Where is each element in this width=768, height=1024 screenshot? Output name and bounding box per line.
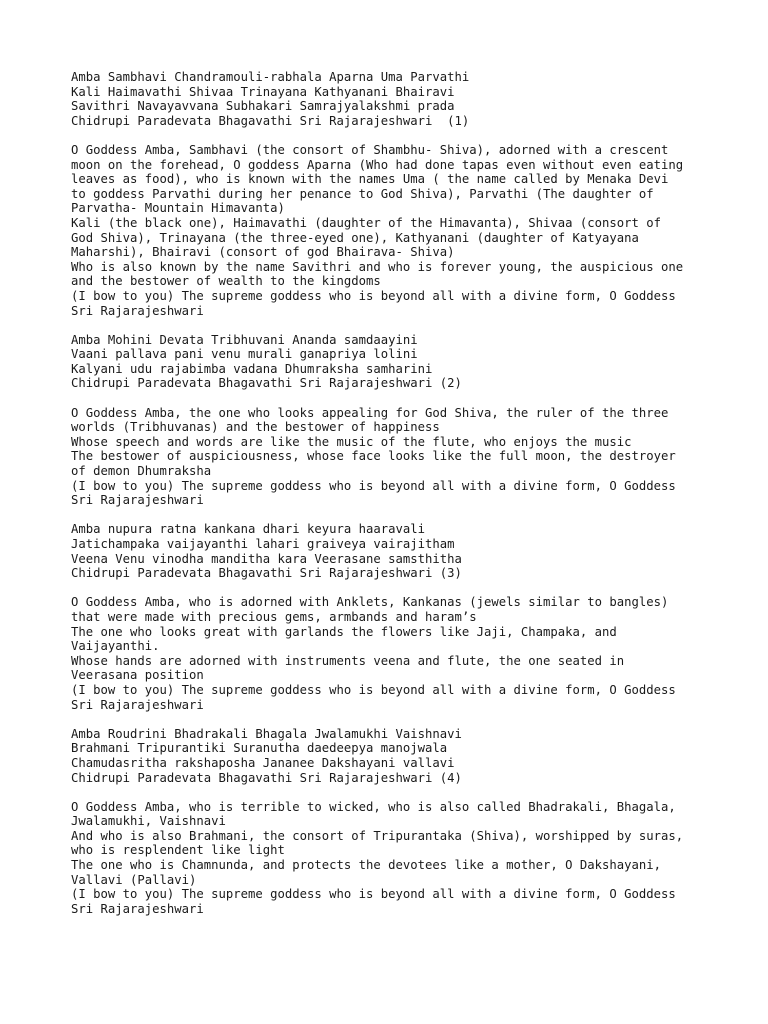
meaning-line: of demon Dhumraksha bbox=[71, 464, 212, 479]
meaning-line: Vallavi (Pallavi) bbox=[71, 872, 197, 887]
verse-line: Chidrupi Paradevata Bhagavathi Sri Rajarajeshwari (4) bbox=[71, 770, 462, 785]
verse-line: Savithri Navayavvana Subhakari Samrajyalakshmi prada bbox=[71, 99, 455, 114]
verse-line: Chamudasritha rakshaposha Jananee Dakshayani vallavi bbox=[71, 755, 455, 770]
meaning-line: Sri Rajarajeshwari bbox=[71, 303, 204, 318]
verse-line: Chidrupi Paradevata Bhagavathi Sri Rajarajeshwari (3) bbox=[71, 566, 462, 581]
meaning-line: Parvatha- Mountain Himavanta) bbox=[71, 201, 285, 216]
meaning-line: O Goddess Amba, the one who looks appealing for God Shiva, the ruler of the three bbox=[71, 405, 669, 420]
verse-line: Chidrupi Paradevata Bhagavathi Sri Rajarajeshwari (1) bbox=[71, 113, 470, 128]
verse-line: Chidrupi Paradevata Bhagavathi Sri Rajarajeshwari (2) bbox=[71, 376, 462, 391]
meaning-line: The one who is Chamnunda, and protects the devotees like a mother, O Dakshayani, bbox=[71, 858, 662, 873]
meaning-line: Who is also known by the name Savithri and who is forever young, the auspicious one bbox=[71, 259, 684, 274]
meaning-line: O Goddess Amba, who is adorned with Anklets, Kankanas (jewels similar to bangles) bbox=[71, 595, 669, 610]
verse-line: Amba Mohini Devata Tribhuvani Ananda samdaayini bbox=[71, 332, 418, 347]
verse-line: Amba nupura ratna kankana dhari keyura haaravali bbox=[71, 522, 426, 537]
verse-block bbox=[71, 70, 701, 128]
meaning-line: worlds (Tribhuvanas) and the bestower of happiness bbox=[71, 420, 440, 435]
verse-line: Vaani pallava pani venu murali ganapriya lolini bbox=[71, 347, 418, 362]
meaning-line: Sri Rajarajeshwari bbox=[71, 901, 204, 916]
meaning-line: (I bow to you) The supreme goddess who is beyond all with a divine form, O Goddess bbox=[71, 682, 676, 697]
meaning-line: Whose hands are adorned with instruments veena and flute, the one seated in bbox=[71, 653, 625, 668]
meaning-line: Kali (the black one), Haimavathi (daughter of the Himavanta), Shivaa (consort of bbox=[71, 215, 662, 230]
verse-line: Kali Haimavathi Shivaa Trinayana Kathyanani Bhairavi bbox=[71, 84, 455, 99]
meaning-line: Sri Rajarajeshwari bbox=[71, 493, 204, 508]
meaning-line: Veerasana position bbox=[71, 668, 204, 683]
meaning-line: The one who looks great with garlands the flowers like Jaji, Champaka, and bbox=[71, 624, 617, 639]
verse-line: Amba Sambhavi Chandramouli-rabhala Aparna Uma Parvathi bbox=[71, 70, 470, 84]
verse-line: Brahmani Tripurantiki Suranutha daedeepya manojwala bbox=[71, 741, 448, 756]
verse-line: Amba Roudrini Bhadrakali Bhagala Jwalamukhi Vaishnavi bbox=[71, 726, 462, 741]
meaning-line: who is resplendent like light bbox=[71, 843, 285, 858]
meaning-line: Jwalamukhi, Vaishnavi bbox=[71, 814, 226, 829]
meaning-block bbox=[71, 800, 701, 917]
verse-line: Veena Venu vinodha manditha kara Veerasane samsthitha bbox=[71, 551, 462, 566]
verse-block bbox=[71, 727, 701, 785]
document-body bbox=[71, 70, 701, 931]
meaning-line: And who is also Brahmani, the consort of Tripurantaka (Shiva), worshipped by suras, bbox=[71, 828, 684, 843]
meaning-block bbox=[71, 595, 701, 712]
meaning-line: Whose speech and words are like the music of the flute, who enjoys the music bbox=[71, 434, 632, 449]
meaning-line: (I bow to you) The supreme goddess who is beyond all with a divine form, O Goddess bbox=[71, 288, 676, 303]
meaning-block bbox=[71, 143, 701, 318]
verse-block bbox=[71, 522, 701, 580]
meaning-line: and the bestower of wealth to the kingdoms bbox=[71, 274, 381, 289]
meaning-line: O Goddess Amba, who is terrible to wicked, who is also called Bhadrakali, Bhagala, bbox=[71, 799, 676, 814]
verse-block bbox=[71, 333, 701, 391]
meaning-line: (I bow to you) The supreme goddess who is beyond all with a divine form, O Goddess bbox=[71, 887, 676, 902]
meaning-line: (I bow to you) The supreme goddess who is beyond all with a divine form, O Goddess bbox=[71, 478, 676, 493]
meaning-line: Vaijayanthi. bbox=[71, 639, 160, 654]
meaning-line: moon on the forehead, O goddess Aparna (Who had done tapas even without even eating bbox=[71, 157, 684, 172]
meaning-line: to goddess Parvathi during her penance to God Shiva), Parvathi (The daughter of bbox=[71, 186, 654, 201]
verse-line: Jatichampaka vaijayanthi lahari graiveya vairajitham bbox=[71, 537, 455, 551]
meaning-line: Maharshi), Bhairavi (consort of god Bhairava- Shiva) bbox=[71, 245, 455, 260]
meaning-line: Sri Rajarajeshwari bbox=[71, 697, 204, 712]
verse-line: Kalyani udu rajabimba vadana Dhumraksha samharini bbox=[71, 361, 433, 376]
meaning-block bbox=[71, 406, 701, 508]
meaning-line: that were made with precious gems, armbands and haram’s bbox=[71, 609, 477, 624]
meaning-line: God Shiva), Trinayana (the three-eyed one), Kathyanani (daughter of Katyayana bbox=[71, 230, 639, 245]
meaning-line: leaves as food), who is known with the names Uma ( the name called by Menaka Devi bbox=[71, 172, 669, 187]
meaning-line: The bestower of auspiciousness, whose face looks like the full moon, the destroyer bbox=[71, 449, 676, 464]
meaning-line: O Goddess Amba, Sambhavi (the consort of Shambhu- Shiva), adorned with a crescent bbox=[71, 142, 669, 157]
